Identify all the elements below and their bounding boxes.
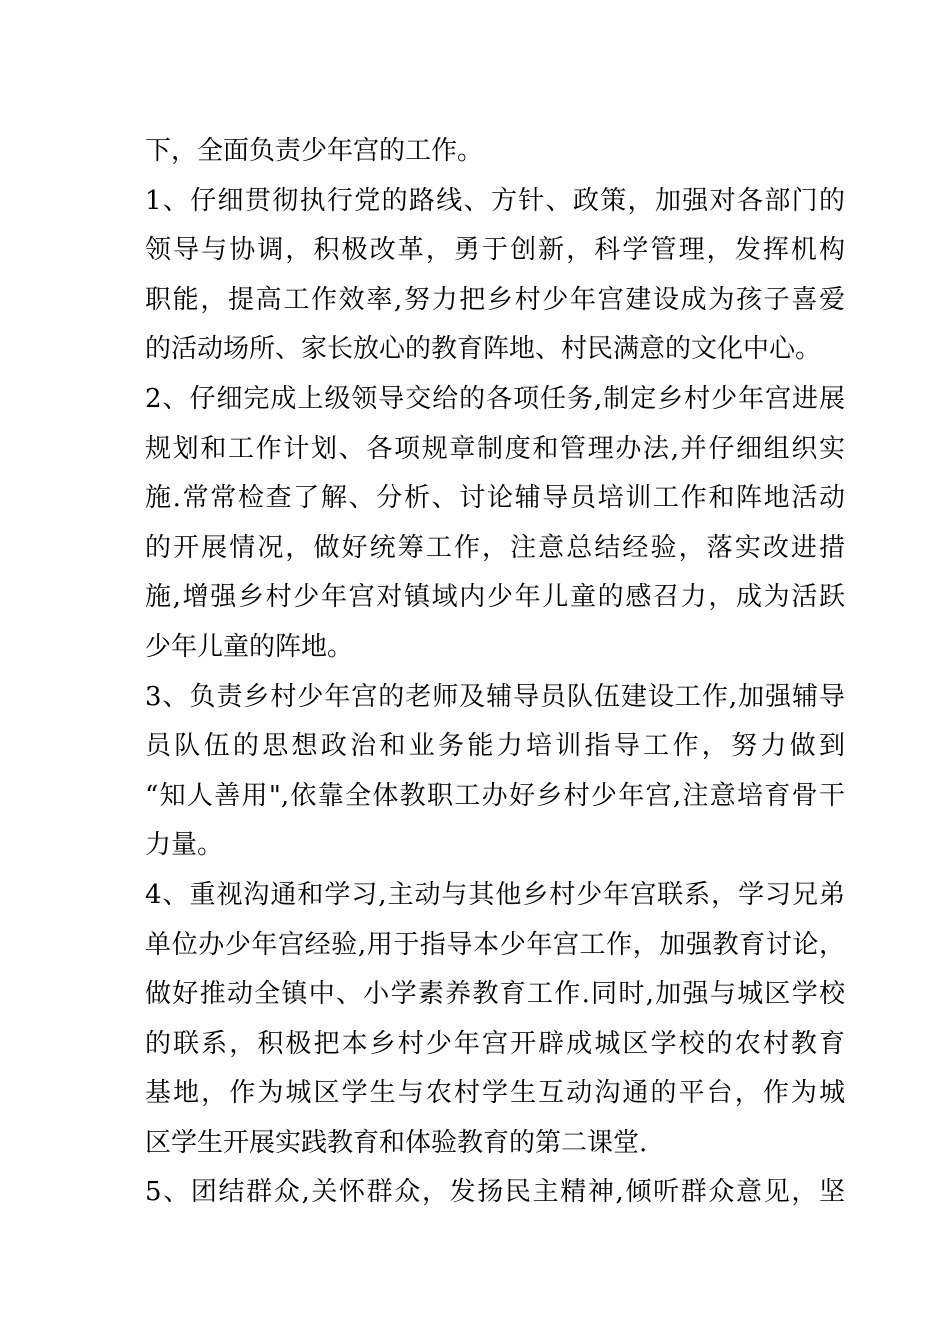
text-line: 下，全面负责少年宫的工作。 bbox=[145, 136, 484, 166]
text-line: 的开展情况，做好统筹工作，注意总结经验，落实改进措 bbox=[145, 532, 845, 563]
text-line: 员队伍的思想政治和业务能力培训指导工作，努力做到 bbox=[145, 731, 845, 762]
text-line: 单位办少年宫经验,用于指导本少年宫工作，加强教育讨论， bbox=[145, 929, 845, 960]
text-line: 力量。 bbox=[145, 830, 224, 861]
text-line: 1、仔细贯彻执行党的路线、方针、政策，加强对各部门的 bbox=[145, 185, 845, 216]
text-line: 基地，作为城区学生与农村学生互动沟通的平台，作为城 bbox=[145, 1078, 845, 1109]
text-line: 5、团结群众,关怀群众，发扬民主精神,倾听群众意见，坚 bbox=[145, 1177, 845, 1208]
text-line: 区学生开展实践教育和体验教育的第二课堂. bbox=[145, 1127, 648, 1158]
text-line: 职能，提高工作效率,努力把乡村少年宫建设成为孩子喜爱 bbox=[145, 284, 845, 315]
text-line: 3、负责乡村少年宫的老师及辅导员队伍建设工作,加强辅导 bbox=[145, 681, 845, 712]
text-line: 施,增强乡村少年宫对镇域内少年儿童的感召力，成为活跃 bbox=[145, 582, 845, 613]
text-line: 少年儿童的阵地。 bbox=[145, 631, 354, 662]
text-line: 2、仔细完成上级领导交给的各项任务,制定乡村少年宫进展 bbox=[145, 383, 845, 414]
text-line: 规划和工作计划、各项规章制度和管理办法,并仔细组织实 bbox=[145, 433, 845, 464]
text-line: 的联系，积极把本乡村少年宫开辟成城区学校的农村教育 bbox=[145, 1028, 845, 1059]
text-line: 做好推动全镇中、小学素养教育工作.同时,加强与城区学校 bbox=[145, 979, 845, 1010]
text-line: 的活动场所、家长放心的教育阵地、村民满意的文化中心。 bbox=[145, 334, 822, 365]
text-line: 4、重视沟通和学习,主动与其他乡村少年宫联系，学习兄弟 bbox=[145, 879, 845, 910]
document-body bbox=[145, 127, 845, 1218]
text-line: “知人善用",依靠全体教职工办好乡村少年宫,注意培育骨干 bbox=[145, 780, 845, 811]
text-line: 领导与协调，积极改革，勇于创新，科学管理，发挥机构 bbox=[145, 235, 845, 266]
text-line: 施.常常检查了解、分析、讨论辅导员培训工作和阵地活动 bbox=[145, 483, 845, 514]
